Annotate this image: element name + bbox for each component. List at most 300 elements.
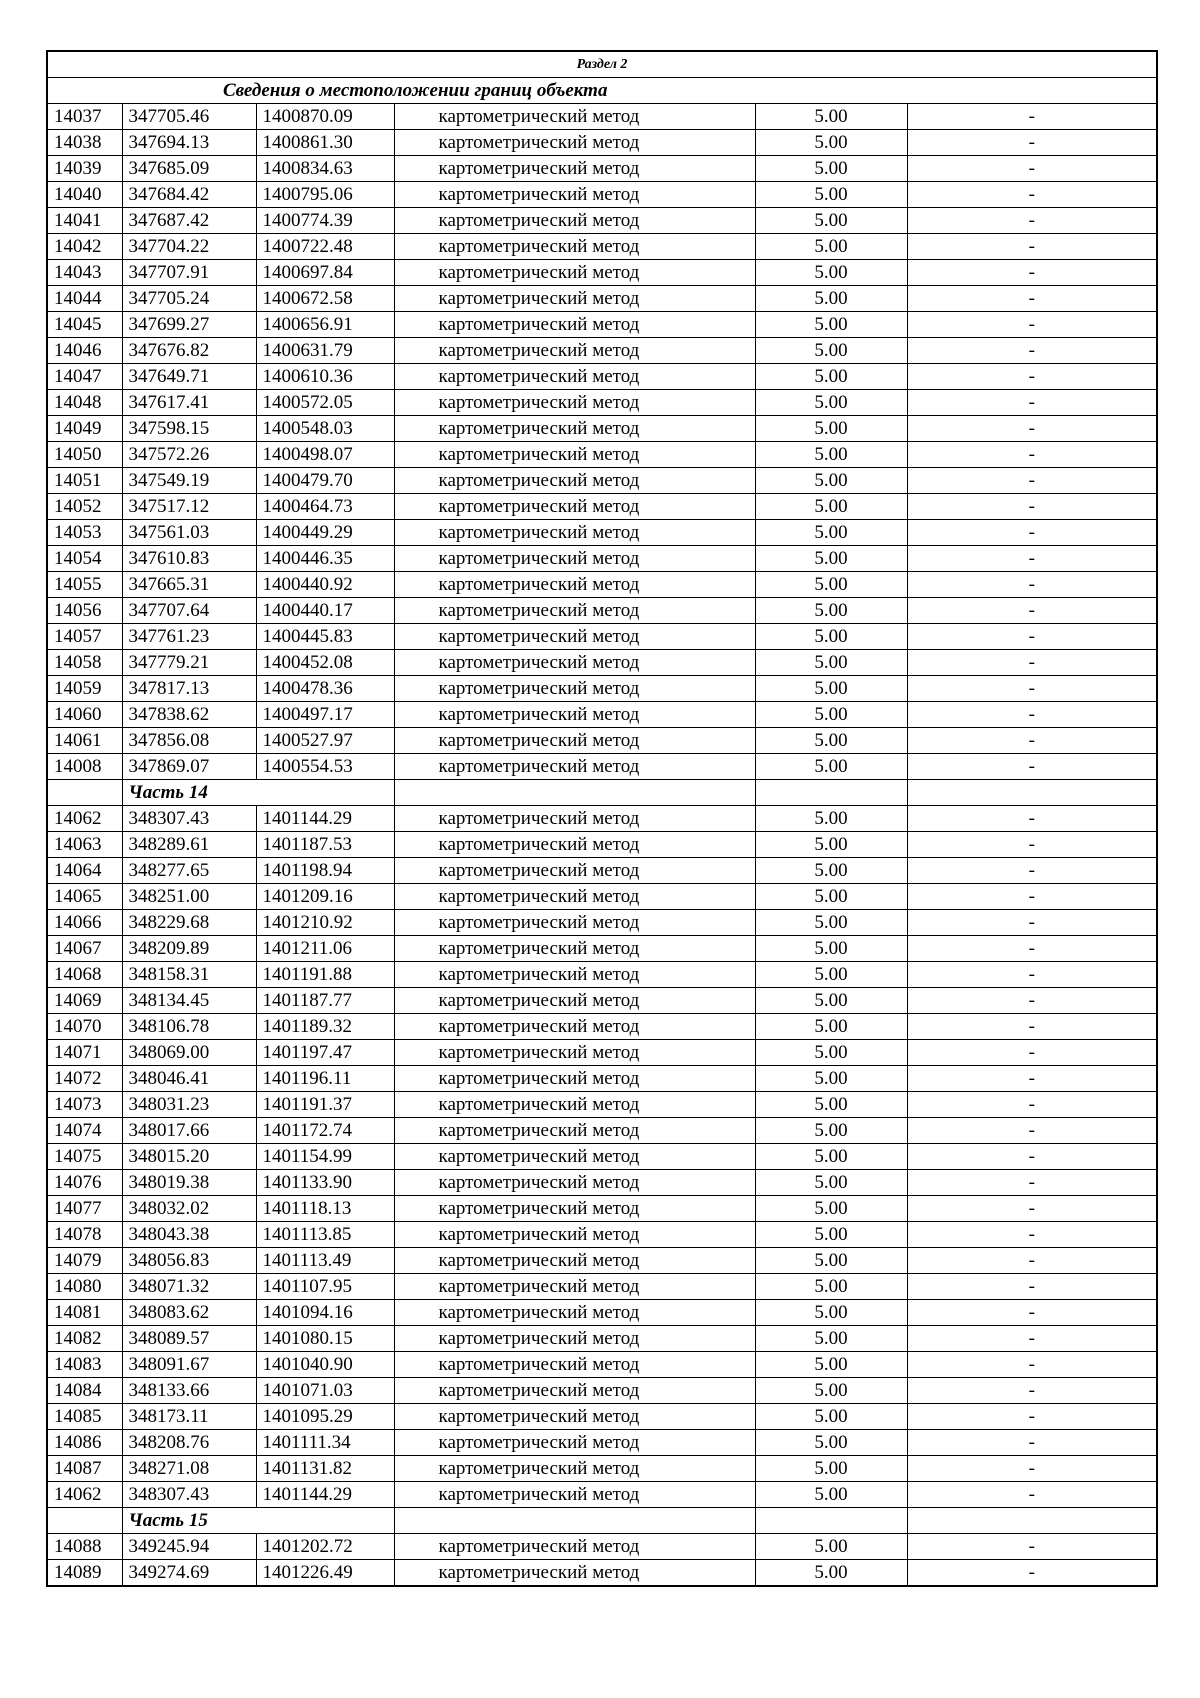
accuracy-cell: 5.00 (755, 234, 907, 260)
point-number-cell: 14048 (47, 390, 122, 416)
point-number-cell: 14086 (47, 1430, 122, 1456)
accuracy-cell: 5.00 (755, 1326, 907, 1352)
table-row (47, 1456, 1157, 1482)
note-cell: - (907, 312, 1157, 338)
point-number-cell: 14060 (47, 702, 122, 728)
table-row (47, 676, 1157, 702)
table-row (47, 1300, 1157, 1326)
point-number-cell: 14070 (47, 1014, 122, 1040)
part-empty-cell (755, 1508, 907, 1534)
table-row (47, 858, 1157, 884)
method-cell: картометрический метод (394, 364, 755, 390)
x-coordinate-cell: 348043.38 (122, 1222, 256, 1248)
table-row (47, 650, 1157, 676)
x-coordinate-cell: 347856.08 (122, 728, 256, 754)
note-cell: - (907, 338, 1157, 364)
x-coordinate-cell: 348032.02 (122, 1196, 256, 1222)
table-row (47, 182, 1157, 208)
table-row (47, 1170, 1157, 1196)
point-number-cell: 14039 (47, 156, 122, 182)
note-cell: - (907, 546, 1157, 572)
subtitle-row (47, 78, 1157, 104)
table-row (47, 1144, 1157, 1170)
table-row (47, 884, 1157, 910)
y-coordinate-cell: 1400795.06 (256, 182, 394, 208)
y-coordinate-cell: 1400572.05 (256, 390, 394, 416)
method-cell: картометрический метод (394, 1118, 755, 1144)
method-cell: картометрический метод (394, 1534, 755, 1560)
table-row (47, 988, 1157, 1014)
method-cell: картометрический метод (394, 416, 755, 442)
method-cell: картометрический метод (394, 520, 755, 546)
accuracy-cell: 5.00 (755, 104, 907, 130)
table-row (47, 234, 1157, 260)
point-number-cell: 14077 (47, 1196, 122, 1222)
y-coordinate-cell: 1401191.88 (256, 962, 394, 988)
point-number-cell: 14038 (47, 130, 122, 156)
accuracy-cell: 5.00 (755, 1274, 907, 1300)
method-cell: картометрический метод (394, 702, 755, 728)
x-coordinate-cell: 348158.31 (122, 962, 256, 988)
x-coordinate-cell: 348015.20 (122, 1144, 256, 1170)
point-number-cell: 14064 (47, 858, 122, 884)
accuracy-cell: 5.00 (755, 130, 907, 156)
table-row (47, 728, 1157, 754)
note-cell: - (907, 1066, 1157, 1092)
point-number-cell: 14074 (47, 1118, 122, 1144)
x-coordinate-cell: 348133.66 (122, 1378, 256, 1404)
table-row (47, 364, 1157, 390)
method-cell: картометрический метод (394, 260, 755, 286)
point-number-cell: 14058 (47, 650, 122, 676)
method-cell: картометрический метод (394, 286, 755, 312)
note-cell: - (907, 104, 1157, 130)
note-cell: - (907, 234, 1157, 260)
note-cell: - (907, 962, 1157, 988)
y-coordinate-cell: 1400834.63 (256, 156, 394, 182)
method-cell: картометрический метод (394, 1326, 755, 1352)
note-cell: - (907, 390, 1157, 416)
table-row (47, 1118, 1157, 1144)
point-number-cell: 14078 (47, 1222, 122, 1248)
accuracy-cell: 5.00 (755, 728, 907, 754)
note-cell: - (907, 858, 1157, 884)
x-coordinate-cell: 347699.27 (122, 312, 256, 338)
y-coordinate-cell: 1401202.72 (256, 1534, 394, 1560)
y-coordinate-cell: 1401198.94 (256, 858, 394, 884)
method-cell: картометрический метод (394, 962, 755, 988)
point-number-cell: 14083 (47, 1352, 122, 1378)
x-coordinate-cell: 347707.91 (122, 260, 256, 286)
point-number-cell: 14061 (47, 728, 122, 754)
y-coordinate-cell: 1400479.70 (256, 468, 394, 494)
x-coordinate-cell: 348173.11 (122, 1404, 256, 1430)
method-cell: картометрический метод (394, 728, 755, 754)
note-cell: - (907, 1014, 1157, 1040)
x-coordinate-cell: 348209.89 (122, 936, 256, 962)
method-cell: картометрический метод (394, 494, 755, 520)
accuracy-cell: 5.00 (755, 1482, 907, 1508)
point-number-cell: 14075 (47, 1144, 122, 1170)
point-number-cell: 14041 (47, 208, 122, 234)
note-cell: - (907, 650, 1157, 676)
x-coordinate-cell: 347779.21 (122, 650, 256, 676)
method-cell: картометрический метод (394, 390, 755, 416)
note-cell: - (907, 286, 1157, 312)
point-number-cell: 14072 (47, 1066, 122, 1092)
x-coordinate-cell: 347694.13 (122, 130, 256, 156)
method-cell: картометрический метод (394, 1352, 755, 1378)
accuracy-cell: 5.00 (755, 442, 907, 468)
accuracy-cell: 5.00 (755, 468, 907, 494)
method-cell: картометрический метод (394, 156, 755, 182)
table-row (47, 208, 1157, 234)
part-empty-cell (394, 1508, 755, 1534)
note-cell: - (907, 1352, 1157, 1378)
x-coordinate-cell: 347687.42 (122, 208, 256, 234)
note-cell: - (907, 572, 1157, 598)
coordinates-table (46, 50, 1158, 1587)
method-cell: картометрический метод (394, 754, 755, 780)
part-label: Часть 15 (122, 1508, 394, 1534)
x-coordinate-cell: 348089.57 (122, 1326, 256, 1352)
table-row (47, 1274, 1157, 1300)
y-coordinate-cell: 1401144.29 (256, 1482, 394, 1508)
accuracy-cell: 5.00 (755, 650, 907, 676)
point-number-cell: 14045 (47, 312, 122, 338)
accuracy-cell: 5.00 (755, 546, 907, 572)
point-number-cell: 14042 (47, 234, 122, 260)
part-empty-cell (907, 780, 1157, 806)
y-coordinate-cell: 1400554.53 (256, 754, 394, 780)
note-cell: - (907, 1144, 1157, 1170)
note-cell: - (907, 260, 1157, 286)
accuracy-cell: 5.00 (755, 806, 907, 832)
point-number-cell: 14062 (47, 806, 122, 832)
point-number-cell: 14082 (47, 1326, 122, 1352)
method-cell: картометрический метод (394, 338, 755, 364)
table-row (47, 1066, 1157, 1092)
x-coordinate-cell: 348208.76 (122, 1430, 256, 1456)
table-row (47, 806, 1157, 832)
method-cell: картометрический метод (394, 858, 755, 884)
table-row (47, 1352, 1157, 1378)
accuracy-cell: 5.00 (755, 312, 907, 338)
x-coordinate-cell: 347705.24 (122, 286, 256, 312)
accuracy-cell: 5.00 (755, 1092, 907, 1118)
point-number-cell: 14088 (47, 1534, 122, 1560)
accuracy-cell: 5.00 (755, 1560, 907, 1587)
table-row (47, 104, 1157, 130)
note-cell: - (907, 1118, 1157, 1144)
table-row (47, 962, 1157, 988)
note-cell: - (907, 910, 1157, 936)
table-body (47, 51, 1157, 1586)
table-row (47, 156, 1157, 182)
note-cell: - (907, 1196, 1157, 1222)
method-cell: картометрический метод (394, 1092, 755, 1118)
x-coordinate-cell: 347676.82 (122, 338, 256, 364)
note-cell: - (907, 598, 1157, 624)
point-number-cell: 14049 (47, 416, 122, 442)
x-coordinate-cell: 348083.62 (122, 1300, 256, 1326)
point-number-cell: 14069 (47, 988, 122, 1014)
y-coordinate-cell: 1400446.35 (256, 546, 394, 572)
x-coordinate-cell: 349274.69 (122, 1560, 256, 1587)
x-coordinate-cell: 347665.31 (122, 572, 256, 598)
x-coordinate-cell: 347817.13 (122, 676, 256, 702)
y-coordinate-cell: 1401172.74 (256, 1118, 394, 1144)
table-row (47, 1040, 1157, 1066)
accuracy-cell: 5.00 (755, 702, 907, 728)
y-coordinate-cell: 1400527.97 (256, 728, 394, 754)
x-coordinate-cell: 347617.41 (122, 390, 256, 416)
point-number-cell: 14043 (47, 260, 122, 286)
x-coordinate-cell: 348031.23 (122, 1092, 256, 1118)
accuracy-cell: 5.00 (755, 910, 907, 936)
accuracy-cell: 5.00 (755, 1352, 907, 1378)
note-cell: - (907, 416, 1157, 442)
y-coordinate-cell: 1401191.37 (256, 1092, 394, 1118)
accuracy-cell: 5.00 (755, 832, 907, 858)
table-row (47, 520, 1157, 546)
method-cell: картометрический метод (394, 884, 755, 910)
accuracy-cell: 5.00 (755, 1196, 907, 1222)
note-cell: - (907, 1170, 1157, 1196)
accuracy-cell: 5.00 (755, 1300, 907, 1326)
method-cell: картометрический метод (394, 936, 755, 962)
y-coordinate-cell: 1401113.85 (256, 1222, 394, 1248)
x-coordinate-cell: 348056.83 (122, 1248, 256, 1274)
note-cell: - (907, 728, 1157, 754)
method-cell: картометрический метод (394, 1014, 755, 1040)
accuracy-cell: 5.00 (755, 1222, 907, 1248)
table-row (47, 390, 1157, 416)
x-coordinate-cell: 348046.41 (122, 1066, 256, 1092)
table-row (47, 442, 1157, 468)
x-coordinate-cell: 348017.66 (122, 1118, 256, 1144)
y-coordinate-cell: 1401131.82 (256, 1456, 394, 1482)
note-cell: - (907, 1560, 1157, 1587)
point-number-cell: 14050 (47, 442, 122, 468)
method-cell: картометрический метод (394, 1300, 755, 1326)
y-coordinate-cell: 1400697.84 (256, 260, 394, 286)
x-coordinate-cell: 347684.42 (122, 182, 256, 208)
accuracy-cell: 5.00 (755, 1404, 907, 1430)
method-cell: картометрический метод (394, 832, 755, 858)
x-coordinate-cell: 348106.78 (122, 1014, 256, 1040)
method-cell: картометрический метод (394, 1378, 755, 1404)
part-empty-cell (907, 1508, 1157, 1534)
y-coordinate-cell: 1400498.07 (256, 442, 394, 468)
table-row (47, 1404, 1157, 1430)
method-cell: картометрический метод (394, 1144, 755, 1170)
x-coordinate-cell: 347649.71 (122, 364, 256, 390)
x-coordinate-cell: 347561.03 (122, 520, 256, 546)
method-cell: картометрический метод (394, 650, 755, 676)
table-row (47, 936, 1157, 962)
note-cell: - (907, 676, 1157, 702)
point-number-cell: 14084 (47, 1378, 122, 1404)
y-coordinate-cell: 1400656.91 (256, 312, 394, 338)
accuracy-cell: 5.00 (755, 598, 907, 624)
accuracy-cell: 5.00 (755, 988, 907, 1014)
note-cell: - (907, 156, 1157, 182)
table-subtitle: Сведения о местоположении границ объекта (47, 78, 1157, 104)
accuracy-cell: 5.00 (755, 416, 907, 442)
x-coordinate-cell: 349245.94 (122, 1534, 256, 1560)
part-header-row (47, 780, 1157, 806)
part-empty-cell (47, 780, 122, 806)
table-row (47, 1222, 1157, 1248)
method-cell: картометрический метод (394, 676, 755, 702)
method-cell: картометрический метод (394, 1040, 755, 1066)
table-row (47, 546, 1157, 572)
y-coordinate-cell: 1400610.36 (256, 364, 394, 390)
note-cell: - (907, 1378, 1157, 1404)
note-cell: - (907, 1482, 1157, 1508)
y-coordinate-cell: 1401040.90 (256, 1352, 394, 1378)
x-coordinate-cell: 347704.22 (122, 234, 256, 260)
table-row (47, 1482, 1157, 1508)
y-coordinate-cell: 1400774.39 (256, 208, 394, 234)
table-row (47, 910, 1157, 936)
x-coordinate-cell: 347517.12 (122, 494, 256, 520)
accuracy-cell: 5.00 (755, 962, 907, 988)
accuracy-cell: 5.00 (755, 1248, 907, 1274)
x-coordinate-cell: 348277.65 (122, 858, 256, 884)
table-row (47, 468, 1157, 494)
accuracy-cell: 5.00 (755, 1456, 907, 1482)
y-coordinate-cell: 1400870.09 (256, 104, 394, 130)
method-cell: картометрический метод (394, 1066, 755, 1092)
accuracy-cell: 5.00 (755, 156, 907, 182)
table-row (47, 702, 1157, 728)
x-coordinate-cell: 348271.08 (122, 1456, 256, 1482)
point-number-cell: 14056 (47, 598, 122, 624)
x-coordinate-cell: 348289.61 (122, 832, 256, 858)
part-empty-cell (47, 1508, 122, 1534)
table-row (47, 1430, 1157, 1456)
note-cell: - (907, 754, 1157, 780)
accuracy-cell: 5.00 (755, 1040, 907, 1066)
table-row (47, 572, 1157, 598)
point-number-cell: 14047 (47, 364, 122, 390)
note-cell: - (907, 884, 1157, 910)
y-coordinate-cell: 1400449.29 (256, 520, 394, 546)
x-coordinate-cell: 348229.68 (122, 910, 256, 936)
table-row (47, 130, 1157, 156)
point-number-cell: 14080 (47, 1274, 122, 1300)
x-coordinate-cell: 347549.19 (122, 468, 256, 494)
point-number-cell: 14067 (47, 936, 122, 962)
x-coordinate-cell: 348134.45 (122, 988, 256, 1014)
method-cell: картометрический метод (394, 234, 755, 260)
accuracy-cell: 5.00 (755, 338, 907, 364)
note-cell: - (907, 936, 1157, 962)
point-number-cell: 14065 (47, 884, 122, 910)
note-cell: - (907, 1326, 1157, 1352)
x-coordinate-cell: 347685.09 (122, 156, 256, 182)
accuracy-cell: 5.00 (755, 754, 907, 780)
accuracy-cell: 5.00 (755, 1066, 907, 1092)
y-coordinate-cell: 1401226.49 (256, 1560, 394, 1587)
point-number-cell: 14059 (47, 676, 122, 702)
y-coordinate-cell: 1400548.03 (256, 416, 394, 442)
point-number-cell: 14040 (47, 182, 122, 208)
method-cell: картометрический метод (394, 182, 755, 208)
method-cell: картометрический метод (394, 1482, 755, 1508)
y-coordinate-cell: 1400440.17 (256, 598, 394, 624)
accuracy-cell: 5.00 (755, 1118, 907, 1144)
note-cell: - (907, 1274, 1157, 1300)
point-number-cell: 14057 (47, 624, 122, 650)
method-cell: картометрический метод (394, 572, 755, 598)
y-coordinate-cell: 1400497.17 (256, 702, 394, 728)
y-coordinate-cell: 1401144.29 (256, 806, 394, 832)
method-cell: картометрический метод (394, 988, 755, 1014)
method-cell: картометрический метод (394, 910, 755, 936)
x-coordinate-cell: 347572.26 (122, 442, 256, 468)
y-coordinate-cell: 1400478.36 (256, 676, 394, 702)
method-cell: картометрический метод (394, 806, 755, 832)
y-coordinate-cell: 1400861.30 (256, 130, 394, 156)
y-coordinate-cell: 1400631.79 (256, 338, 394, 364)
table-row (47, 338, 1157, 364)
accuracy-cell: 5.00 (755, 1014, 907, 1040)
note-cell: - (907, 182, 1157, 208)
accuracy-cell: 5.00 (755, 572, 907, 598)
method-cell: картометрический метод (394, 1248, 755, 1274)
y-coordinate-cell: 1400452.08 (256, 650, 394, 676)
accuracy-cell: 5.00 (755, 260, 907, 286)
table-row (47, 286, 1157, 312)
y-coordinate-cell: 1400445.83 (256, 624, 394, 650)
x-coordinate-cell: 348251.00 (122, 884, 256, 910)
x-coordinate-cell: 347610.83 (122, 546, 256, 572)
point-number-cell: 14076 (47, 1170, 122, 1196)
note-cell: - (907, 624, 1157, 650)
note-cell: - (907, 988, 1157, 1014)
x-coordinate-cell: 348071.32 (122, 1274, 256, 1300)
point-number-cell: 14085 (47, 1404, 122, 1430)
note-cell: - (907, 1040, 1157, 1066)
y-coordinate-cell: 1401187.53 (256, 832, 394, 858)
y-coordinate-cell: 1401080.15 (256, 1326, 394, 1352)
y-coordinate-cell: 1401196.11 (256, 1066, 394, 1092)
method-cell: картометрический метод (394, 208, 755, 234)
y-coordinate-cell: 1401107.95 (256, 1274, 394, 1300)
table-row (47, 1378, 1157, 1404)
accuracy-cell: 5.00 (755, 1430, 907, 1456)
y-coordinate-cell: 1401133.90 (256, 1170, 394, 1196)
point-number-cell: 14062 (47, 1482, 122, 1508)
part-empty-cell (394, 780, 755, 806)
table-row (47, 624, 1157, 650)
method-cell: картометрический метод (394, 624, 755, 650)
method-cell: картометрический метод (394, 1170, 755, 1196)
method-cell: картометрический метод (394, 442, 755, 468)
method-cell: картометрический метод (394, 598, 755, 624)
point-number-cell: 14089 (47, 1560, 122, 1587)
accuracy-cell: 5.00 (755, 364, 907, 390)
point-number-cell: 14081 (47, 1300, 122, 1326)
x-coordinate-cell: 347598.15 (122, 416, 256, 442)
table-row (47, 1534, 1157, 1560)
point-number-cell: 14063 (47, 832, 122, 858)
x-coordinate-cell: 348069.00 (122, 1040, 256, 1066)
point-number-cell: 14055 (47, 572, 122, 598)
